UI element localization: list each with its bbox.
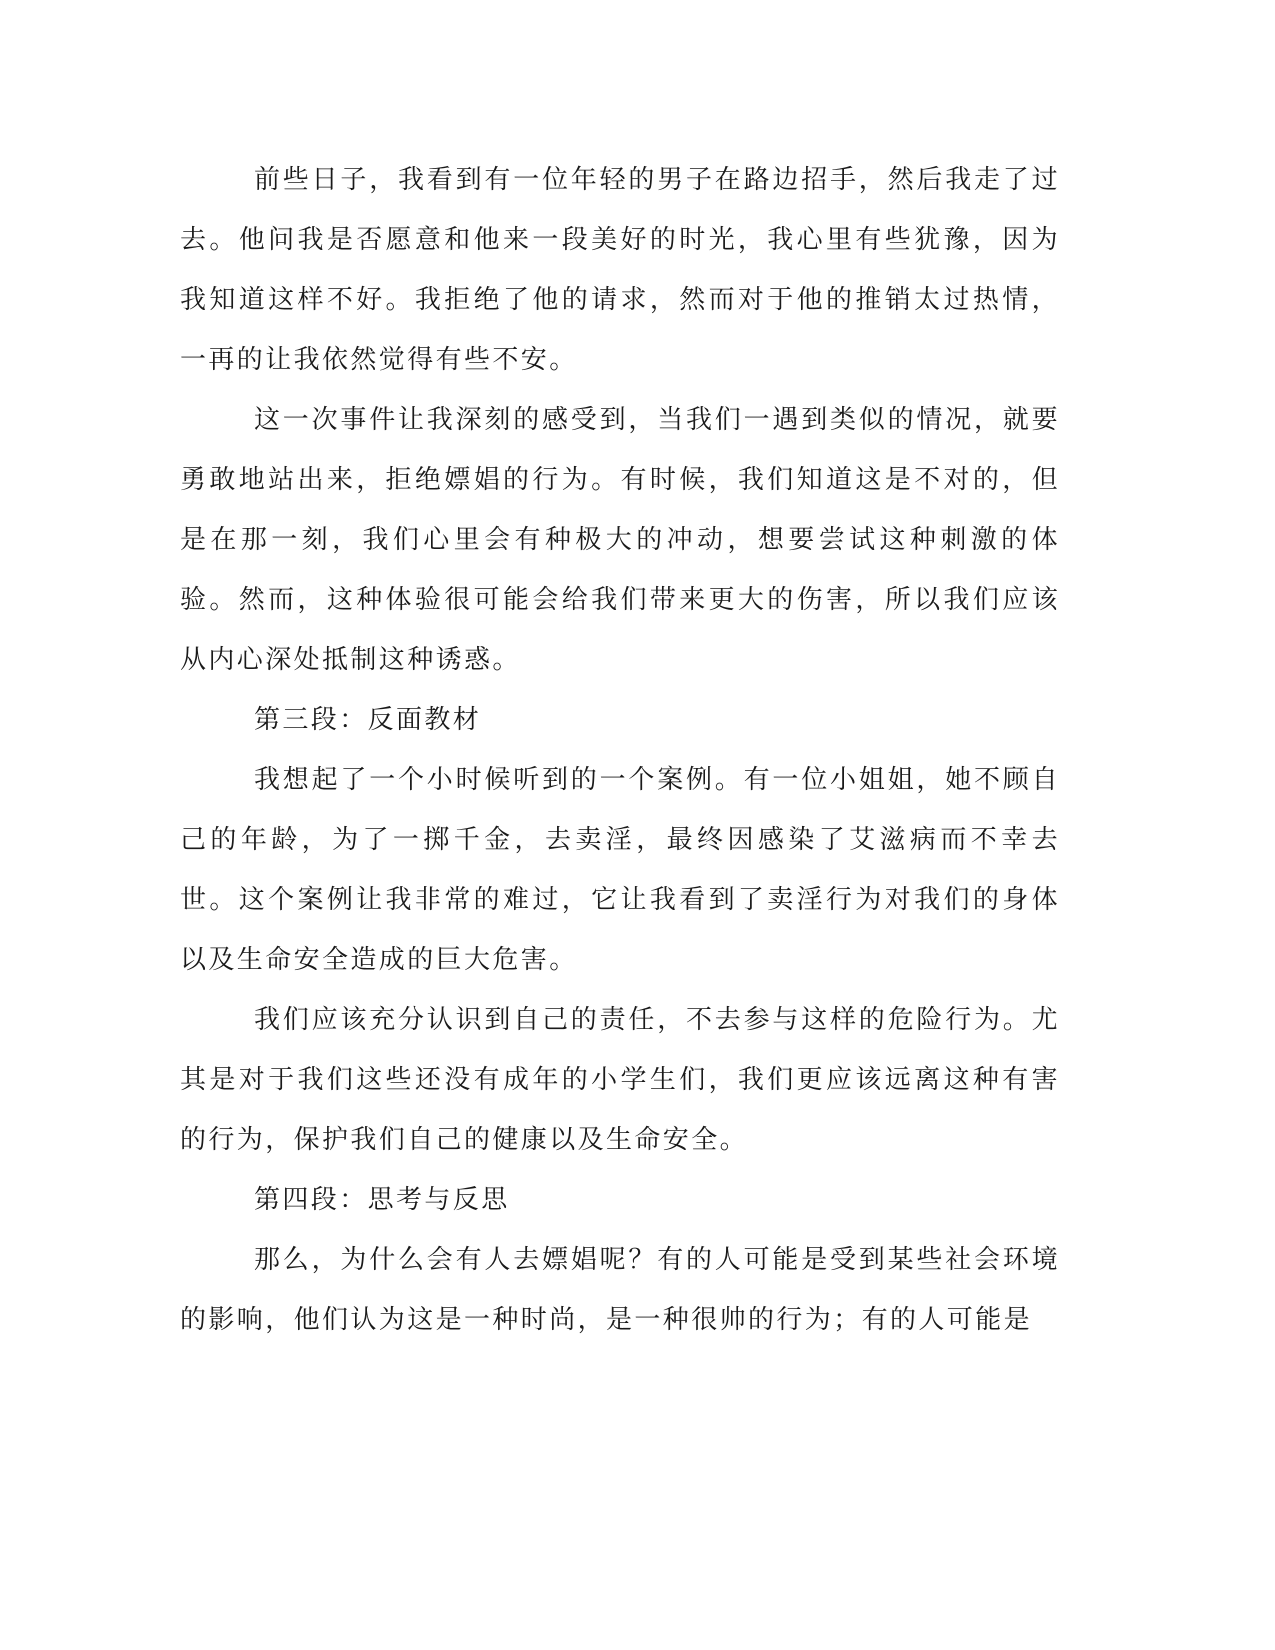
paragraph-5: 那么，为什么会有人去嫖娼呢？有的人可能是受到某些社会环境的影响，他们认为这是一种时尚，是一种很帅的行为；有的人可能是 (180, 1245, 1060, 1335)
section-heading-3: 第三段：反面教材 (254, 705, 482, 735)
paragraph-2: 这一次事件让我深刻的感受到，当我们一遇到类似的情况，就要勇敢地站出来，拒绝嫖娼的行为。有时候，我们知道这是不对的，但是在那一刻，我们心里会有种极大的冲动，想要尝试这种刺激的体验。然而，这种体验很可能会给我们带来更大的伤害，所以我们应该从内心深处抵制这种诱惑。 (180, 405, 1060, 675)
section-heading-4: 第四段：思考与反思 (254, 1185, 510, 1215)
paragraph-1: 前些日子，我看到有一位年轻的男子在路边招手，然后我走了过去。他问我是否愿意和他来一段美好的时光，我心里有些犹豫，因为我知道这样不好。我拒绝了他的请求，然而对于他的推销太过热情，一再的让我依然觉得有些不安。 (180, 165, 1060, 375)
document-body (180, 150, 1060, 1350)
paragraph-3: 我想起了一个小时候听到的一个案例。有一位小姐姐，她不顾自己的年龄，为了一掷千金，去卖淫，最终因感染了艾滋病而不幸去世。这个案例让我非常的难过，它让我看到了卖淫行为对我们的身体以及生命安全造成的巨大危害。 (180, 765, 1060, 975)
paragraph-4: 我们应该充分认识到自己的责任，不去参与这样的危险行为。尤其是对于我们这些还没有成年的小学生们，我们更应该远离这种有害的行为，保护我们自己的健康以及生命安全。 (180, 1005, 1060, 1155)
